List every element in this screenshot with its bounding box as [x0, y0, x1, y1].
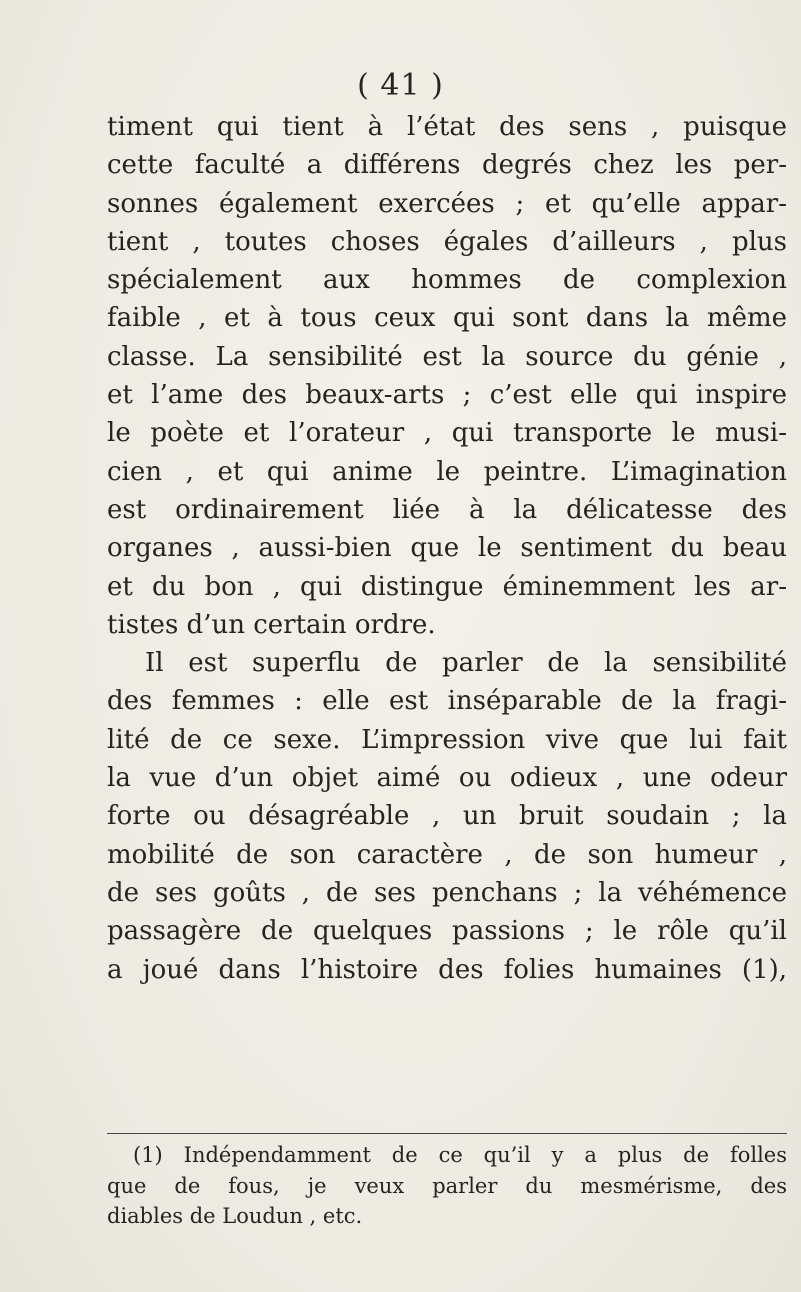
page-number: ( 41 ) — [357, 68, 444, 103]
main-text — [107, 108, 787, 989]
text-line: tistes d’un certain ordre. — [107, 609, 436, 640]
text-line: mobilité de son caractère , de son humeur , — [107, 839, 787, 870]
footnote-line: que de fous, je veux parler du mesmérisme, des — [107, 1173, 787, 1198]
text-line: Il est superflu de parler de la sensibilité — [145, 648, 787, 679]
footnote-divider — [107, 1133, 787, 1134]
text-line: lité de ce sexe. L’impression vive que lui fait — [107, 724, 787, 755]
text-line: le poète et l’orateur , qui transporte le musi- — [107, 418, 787, 449]
text-line: faible , et à tous ceux qui sont dans la même — [107, 303, 787, 334]
text-line: cien , et qui anime le peintre. L’imagination — [107, 456, 787, 487]
footnote-line: (1) Indépendamment de ce qu’il y a plus de folles — [133, 1143, 787, 1167]
text-line: la vue d’un objet aimé ou odieux , une odeur — [107, 763, 787, 794]
footnote-line: diables de Loudun , etc. — [107, 1204, 363, 1228]
text-line: tient , toutes choses égales d’ailleurs , plus — [107, 226, 787, 257]
text-line: passagère de quelques passions ; le rôle qu’il — [107, 916, 787, 947]
text-line: et l’ame des beaux-arts ; c’est elle qui inspire — [107, 380, 787, 411]
text-line: est ordinairement liée à la délicatesse des — [107, 494, 787, 525]
text-line: de ses goûts , de ses penchans ; la véhémence — [107, 877, 787, 908]
text-line: des femmes : elle est inséparable de la fragi- — [107, 686, 787, 717]
footnote — [107, 1140, 787, 1232]
text-line: cette faculté a différens degrés chez les per- — [107, 150, 787, 181]
text-line: sonnes également exercées ; et qu’elle appar- — [107, 188, 787, 219]
text-line: classe. La sensibilité est la source du génie , — [107, 341, 787, 372]
text-line: forte ou désagréable , un bruit soudain ; la — [107, 801, 787, 832]
text-line: spécialement aux hommes de complexion — [107, 265, 787, 296]
text-line: a joué dans l’histoire des folies humaines (1), — [107, 954, 787, 985]
text-line: et du bon , qui distingue éminemment les ar- — [107, 571, 787, 602]
text-line: timent qui tient à l’état des sens , puisque — [107, 112, 787, 142]
text-line: organes , aussi-bien que le sentiment du beau — [107, 533, 787, 564]
